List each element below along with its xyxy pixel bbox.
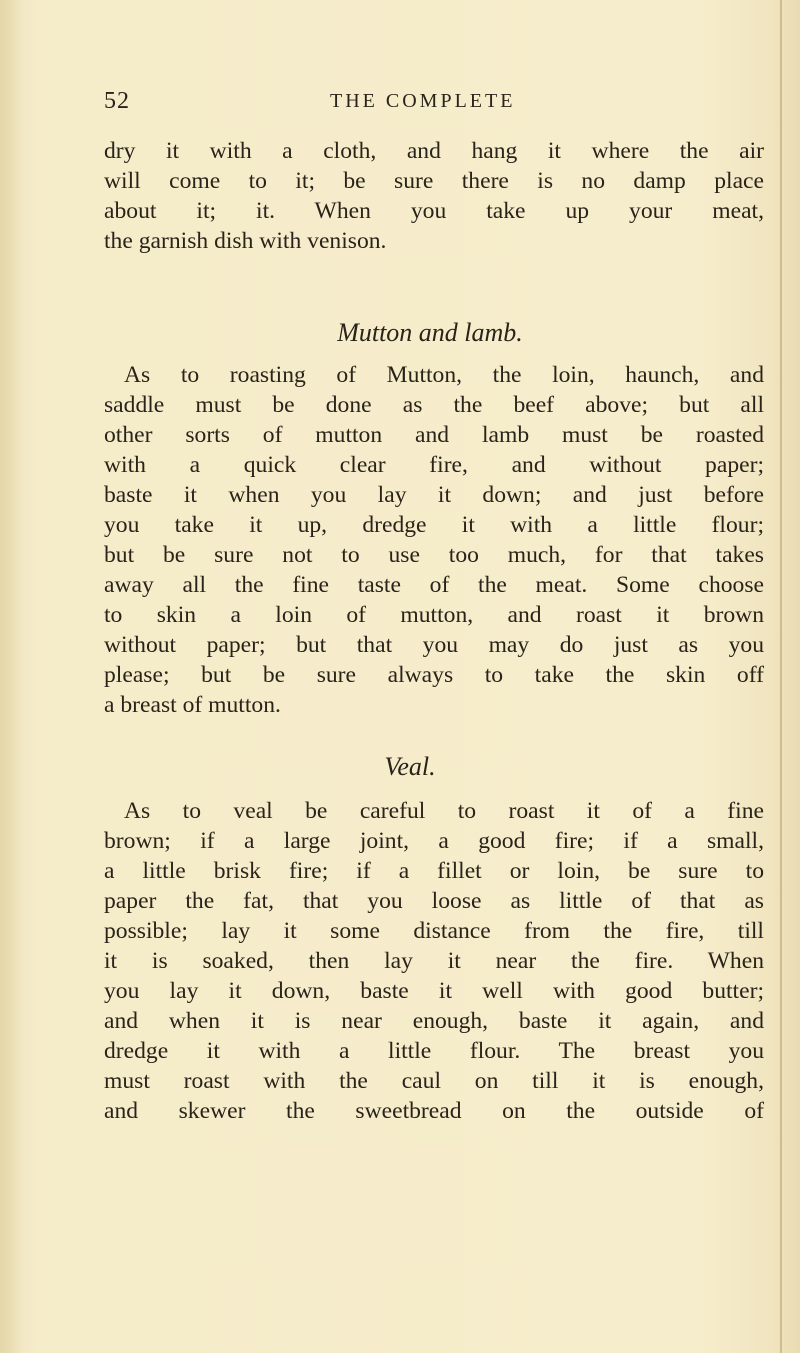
text-line: you take it up, dredge it with a little flour;: [104, 512, 764, 538]
text-line: a little brisk fire; if a fillet or loin, be sure to: [104, 858, 764, 884]
text-line: paper the fat, that you loose as little of that as: [104, 888, 764, 914]
text-line: about it; it. When you take up your meat,: [104, 198, 764, 224]
text-line: please; but be sure always to take the skin off: [104, 662, 764, 688]
text-line: brown; if a large joint, a good fire; if a small,: [104, 828, 764, 854]
text-line: without paper; but that you may do just as you: [104, 632, 764, 658]
section-heading-veal: Veal.: [384, 752, 436, 781]
text-line: and when it is near enough, baste it again, and: [104, 1008, 764, 1034]
text-line: away all the fine taste of the meat. Some choose: [104, 572, 764, 598]
text-line: dry it with a cloth, and hang it where the air: [104, 138, 764, 164]
text-line: it is soaked, then lay it near the fire. When: [104, 948, 764, 974]
gutter-shadow: [0, 0, 22, 1353]
text-line: baste it when you lay it down; and just before: [104, 482, 764, 508]
text-line: a breast of mutton.: [104, 692, 281, 718]
text-line: As to veal be careful to roast it of a fine: [124, 798, 764, 824]
veal-paragraph: [104, 796, 764, 1126]
text-line: saddle must be done as the beef above; but all: [104, 392, 764, 418]
running-head: THE COMPLETE: [330, 90, 516, 112]
text-line: dredge it with a little flour. The breast you: [104, 1038, 764, 1064]
text-line: and skewer the sweetbread on the outside of: [104, 1098, 764, 1124]
continuation-paragraph: [104, 136, 764, 256]
text-line: will come to it; be sure there is no damp place: [104, 168, 764, 194]
page-edge-line: [780, 0, 782, 1353]
text-line: to skin a loin of mutton, and roast it brown: [104, 602, 764, 628]
text-line: you lay it down, baste it well with good butter;: [104, 978, 764, 1004]
text-line: other sorts of mutton and lamb must be roasted: [104, 422, 764, 448]
mutton-paragraph: [104, 360, 764, 720]
text-line: must roast with the caul on till it is enough,: [104, 1068, 764, 1094]
page-number: 52: [104, 88, 130, 114]
section-heading-mutton: Mutton and lamb.: [337, 318, 523, 347]
text-line: possible; lay it some distance from the fire, till: [104, 918, 764, 944]
text-line: with a quick clear fire, and without paper;: [104, 452, 764, 478]
text-line: As to roasting of Mutton, the loin, haunch, and: [124, 362, 764, 388]
text-line: but be sure not to use too much, for that takes: [104, 542, 764, 568]
text-line: the garnish dish with venison.: [104, 228, 387, 254]
